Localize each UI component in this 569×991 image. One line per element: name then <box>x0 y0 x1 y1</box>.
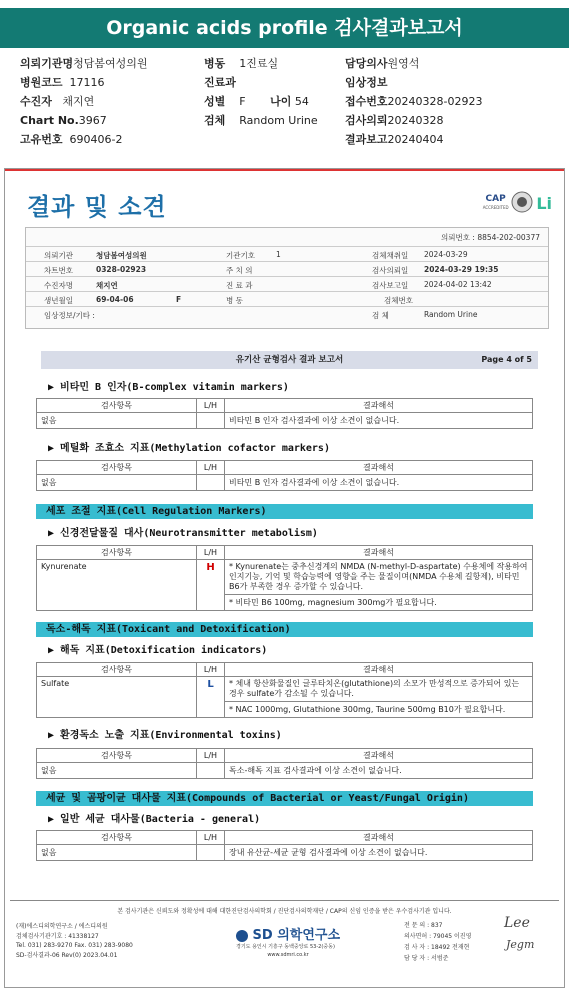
accreditation-logos <box>483 191 552 216</box>
footer-staff-info: 전 문 의 : 837 의사면허 : 79045 이진영 검 사 자 : 18492 전재현 담 당 자 : 서범준 <box>404 922 472 962</box>
label: 임상정보/기타 : <box>44 311 95 320</box>
li-logo: Li <box>536 194 552 213</box>
label: 차트번호 <box>44 266 73 275</box>
request-number: 의뢰번호 : 8854-202-00377 <box>441 233 540 242</box>
value: 69-04-06 <box>96 295 134 304</box>
table-row: Sulfate L * 체내 항산화물질인 글루타치온(glutathione)의 소모가 만성적으로 증가되어 있는 경우 sulfate가 감소될 수 있습니다. <box>37 677 533 702</box>
label: 검사의뢰일 <box>372 266 409 275</box>
section-title: ▶ 메틸화 조효소 지표(Methylation cofactor markers) <box>48 443 330 454</box>
category-band: 독소-해독 지표(Toxicant and Detoxification) <box>36 622 533 637</box>
patient-info-col2: 병동 1진료실 진료과 성별 F 나이 54 검체 Random Urine <box>204 57 318 127</box>
cap-logo: CAP ACCREDITED <box>482 194 509 210</box>
label: 병 동 <box>226 296 243 305</box>
label: 진 료 과 <box>226 281 253 290</box>
signature-tester: Jegm <box>506 938 535 951</box>
section-title: ▶ 환경독소 노출 지표(Environmental toxins) <box>48 730 282 741</box>
page-indicator: Page 4 of 5 <box>481 355 532 364</box>
table-row: 없음 비타민 B 인자 검사결과에 이상 소견이 없습니다. <box>37 413 533 429</box>
footer-accreditation-note: 본 검사기관은 신뢰도와 정확성에 대해 대한진단검사의학회 / 진단검사의학재단 / CAP의 신임 인증을 받은 우수검사기관 입니다. <box>117 908 452 915</box>
table-row: 없음 독소-해독 지표 검사결과에 이상 소견이 없습니다. <box>37 763 533 779</box>
value: 청담봄여성의원 <box>96 251 147 260</box>
footer-divider <box>10 900 559 901</box>
result-table: 검사항목 L/H 결과해석 없음 장내 유산균-세균 균형 검사결과에 이상 소견이 없습니다. <box>36 830 533 861</box>
value: Random Urine <box>424 310 478 319</box>
table-row: Kynurenate H * Kynurenate는 중추신경계의 NMDA (N-methyl-D-aspartate) 수용체에 작용하여 인지기능, 기억 및 학습능력에 영향을 주는 물질이며(NMDA 수용체 길항제), 비타민B6가 부족한 경우 증가할 수 있습니다. <box>37 560 533 595</box>
label: 주 치 의 <box>226 266 253 275</box>
section-title: ▶ 일반 세균 대사물(Bacteria - general) <box>48 814 261 825</box>
section-title: ▶ 비타민 B 인자(B-complex vitamin markers) <box>48 382 289 393</box>
section-title: ▶ 신경전달물질 대사(Neurotransmitter metabolism) <box>48 528 318 539</box>
sd-lab-logo: SD 의학연구소 경기도 용인시 기흥구 동백중앙로 53-2(중동) www.sdmri.co.kr <box>236 928 341 958</box>
seal-icon <box>511 191 533 216</box>
patient-detail-box <box>25 227 549 329</box>
patient-info-col1: 의뢰기관명청담봄여성의원 병원코드 17116 수진자 채지연 Chart No.3967 고유번호 690406-2 <box>20 57 148 146</box>
value: 2024-04-02 13:42 <box>424 280 492 289</box>
label: 검체채취일 <box>372 251 409 260</box>
result-table: 검사항목 L/H 결과해석 없음 비타민 B 인자 검사결과에 이상 소견이 없습니다. <box>36 460 533 491</box>
top-divider <box>5 169 564 171</box>
category-band: 세포 조절 지표(Cell Regulation Markers) <box>36 504 533 519</box>
report-title: Organic acids profile 검사결과보고서 <box>0 8 569 48</box>
result-table: 검사항목 L/H 결과해석 없음 독소-해독 지표 검사결과에 이상 소견이 없습니다. <box>36 748 533 779</box>
value: 0328-02923 <box>96 265 147 274</box>
signature-doctor: Lee <box>504 915 530 931</box>
table-row: * NAC 1000mg, Glutathione 300mg, Taurine 500mg B10가 필요합니다. <box>37 702 533 718</box>
label: 의뢰기관 <box>44 251 73 260</box>
table-row: 없음 비타민 B 인자 검사결과에 이상 소견이 없습니다. <box>37 475 533 491</box>
value: 1 <box>276 250 281 259</box>
table-row: * 비타민 B6 100mg, magnesium 300mg가 필요합니다. <box>37 595 533 611</box>
value: 채지연 <box>96 281 118 290</box>
label: 생년월일 <box>44 296 73 305</box>
table-row: 없음 장내 유산균-세균 균형 검사결과에 이상 소견이 없습니다. <box>37 845 533 861</box>
footer-lab-info: (재)에스디의학연구소 / 에스디의원 검체검사기관기호 : 41338127 Tel. 031) 283-9270 Fax. 031) 283-9080 SD-검사결과-06 Rev(0) 2023.04.01 <box>16 923 133 959</box>
section-title: ▶ 해독 지표(Detoxification indicators) <box>48 645 268 656</box>
value: 2024-03-29 19:35 <box>424 265 499 274</box>
result-table: 검사항목 L/H 결과해석 Sulfate L * 체내 항산화물질인 글루타치온(glutathione)의 소모가 만성적으로 증가되어 있는 경우 sulfate가 감소될 수 있습니다. * NAC 1000mg, Glutathione 300mg, Taurine 500mg B10가 필요합니다. <box>36 662 533 718</box>
label: 검체번호 <box>384 296 413 305</box>
result-table: 검사항목 L/H 결과해석 없음 비타민 B 인자 검사결과에 이상 소견이 없습니다. <box>36 398 533 429</box>
value: 2024-03-29 <box>424 250 468 259</box>
category-band: 세균 및 곰팡이균 대사물 지표(Compounds of Bacterial or Yeast/Fungal Origin) <box>36 791 533 806</box>
sd-logo-icon <box>236 930 248 942</box>
label: 기관기호 <box>226 251 255 260</box>
result-table: 검사항목 L/H 결과해석 Kynurenate H * Kynurenate는 중추신경계의 NMDA (N-methyl-D-aspartate) 수용체에 작용하여 인지기능, 기억 및 학습능력에 영향을 주는 물질이며(NMDA 수용체 길항제), 비타민B6가 부족한 경우 증가할 수 있습니다. * 비타민 B6 100mg, magnesium 300mg가 필요합니다. <box>36 545 533 611</box>
label: 검사보고일 <box>372 281 409 290</box>
value: F <box>176 295 182 304</box>
summary-title-bar: 유기산 균형검사 결과 보고서 Page 4 of 5 <box>41 351 538 369</box>
patient-info-col3: 담당의사원영석 임상정보 접수번호20240328-02923 검사의뢰20240328 결과보고20240404 <box>345 57 483 146</box>
label: 수진자명 <box>44 281 73 290</box>
label: 검 체 <box>372 311 389 320</box>
report-heading: 결과 및 소견 <box>27 193 167 221</box>
